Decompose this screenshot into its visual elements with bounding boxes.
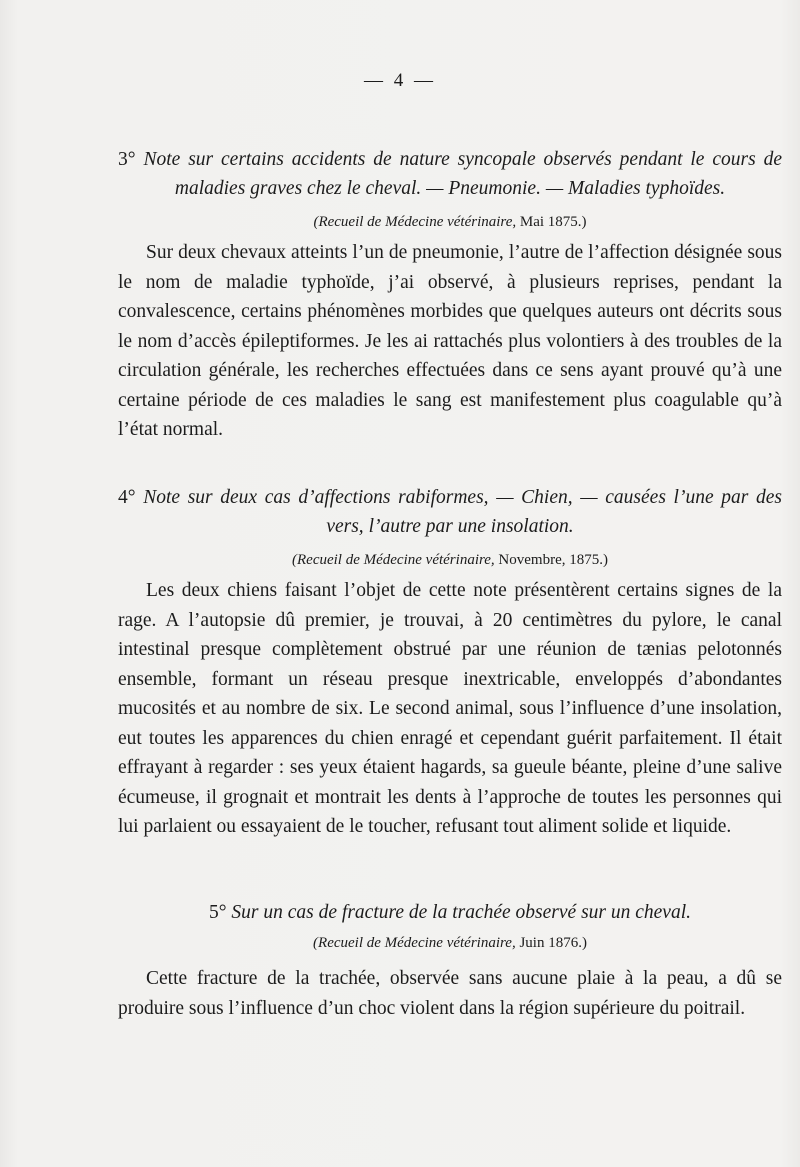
section-title	[118, 145, 782, 203]
section-title-line-2: l’autre par une insolation.	[368, 516, 574, 537]
page-number: — 4 —	[364, 70, 436, 91]
section-source	[118, 550, 782, 570]
section-source	[118, 212, 782, 232]
section-title	[118, 483, 782, 541]
section-title-line-1: Note sur deux cas d’affections rabiformes, — Chien, — causées l’une par des vers,	[143, 487, 783, 537]
section-4-heading	[118, 483, 782, 570]
section-source	[118, 933, 782, 953]
section-title	[118, 898, 782, 927]
section-4-body: Les deux chiens faisant l’objet de cette note présentèrent certains signes de la rage. A l’autopsie dû premier, je trouvai, à 20 centimètres du pylore, le canal intestinal presque complètement obstrué par une réunion de tænias pelotonnés ensemble, formant un réseau presque inextricable, enveloppés d’abondantes mucosités et au nombre de six. Le second animal, sous l’influence d’une insolation, eut toutes les apparences du chien enragé et cependant guérit parfaitement. Il était effrayant à regarder : ses yeux étaient hagards, sa gueule béante, pleine d’une salive écumeuse, il grognait et montrait les dents à l’approche de toutes les personnes qui lui parlaient ou essayaient de le toucher, refusant tout aliment solide et liquide.	[118, 580, 782, 837]
source-journal: (Recueil de Médecine vétérinaire,	[313, 935, 516, 951]
source-date: Mai 1875.)	[519, 214, 587, 230]
section-5-heading	[118, 898, 782, 953]
section-title-line-1: Note sur certains accidents de nature syncopale observés pendant le cours de	[143, 149, 782, 170]
source-date: Juin 1876.)	[519, 935, 587, 951]
section-title-line-1: Sur un cas de fracture de la trachée observé sur un cheval.	[231, 902, 692, 923]
source-journal: (Recueil de Médecine vétérinaire,	[313, 214, 517, 230]
source-journal: (Recueil de Médecine vétérinaire,	[292, 552, 495, 568]
section-title-line-2: maladies graves chez le cheval. — Pneumonie. — Maladies typhoïdes.	[174, 178, 726, 199]
section-5-body: Cette fracture de la trachée, observée sans aucune plaie à la peau, a dû se produire sous l’influence d’un choc violent dans la région supérieure du poitrail.	[118, 968, 782, 1019]
source-date: Novembre, 1875.)	[498, 552, 608, 568]
section-number: 3°	[118, 149, 136, 170]
section-number: 4°	[118, 487, 136, 508]
section-number: 5°	[208, 902, 227, 923]
section-3-heading	[118, 145, 782, 232]
section-3-body: Sur deux chevaux atteints l’un de pneumonie, l’autre de l’affection désignée sous le nom de maladie typhoïde, j’ai observé, à plusieurs reprises, pendant la convalescence, certains phénomènes morbides que quelques auteurs ont décrits sous le nom d’accès épileptiformes. Je les ai rattachés plus volontiers à des troubles de la circulation générale, les recherches effectuées dans ce sens ayant prouvé qu’à une certaine période de ces maladies le sang est manifestement plus coagulable qu’à l’état normal.	[118, 242, 782, 440]
